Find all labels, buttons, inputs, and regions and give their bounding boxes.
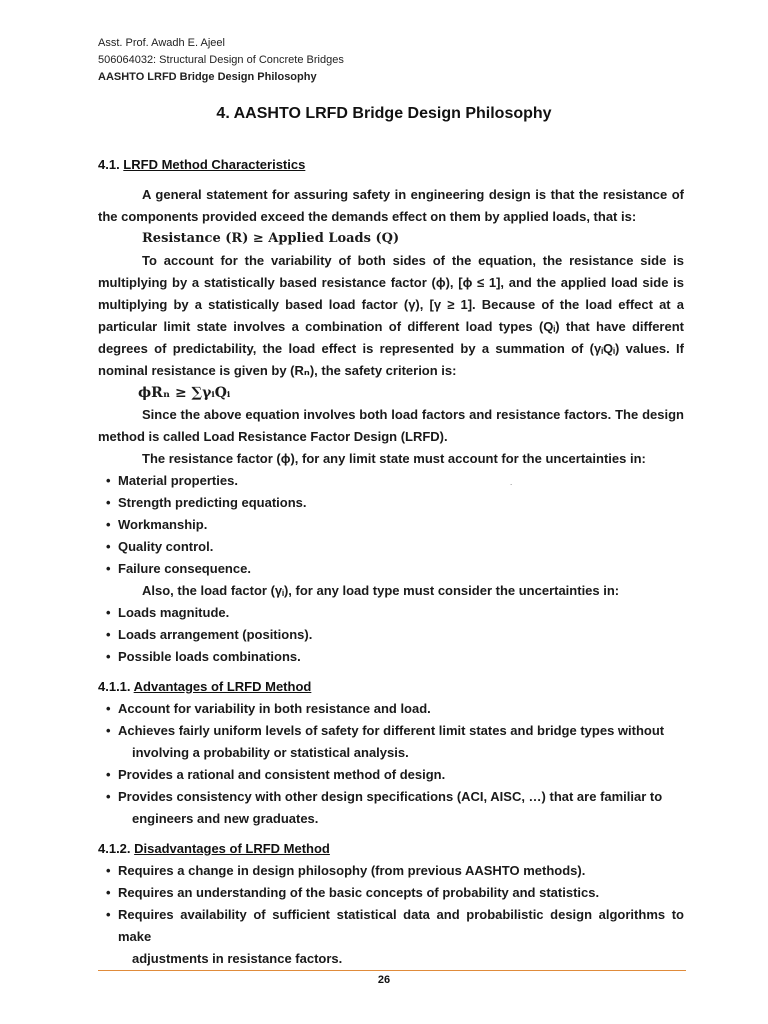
bullet-list-resistance-uncertainties <box>98 470 684 580</box>
page-content <box>98 154 684 970</box>
footer-rule <box>98 970 686 971</box>
list-item: • Strength predicting equations. <box>98 492 684 514</box>
list-item: • Quality control. <box>98 536 684 558</box>
bullet-icon: • <box>106 907 111 922</box>
bullet-icon: • <box>106 561 111 576</box>
bullet-icon: • <box>106 539 111 554</box>
bullet-icon: • <box>106 863 111 878</box>
bullet-list-disadvantages <box>98 860 684 970</box>
paragraph: To account for the variability of both sides of the equation, the resistance side is multiplying by a statistically based resistance factor (ϕ), [ϕ ≤ 1], and the applied load side is multiplying by a statistically based load factor (γ), [γ ≥ 1]. Because of the load effect at a particular limit state involves a combination of different load types (Qᵢ) that have different degrees of predictability, the load effect is represented by a summation of (γᵢQᵢ) values. If nominal resistance is given by (Rₙ), the safety criterion is: <box>98 253 684 378</box>
page-number: 26 <box>377 974 391 986</box>
section-title: Advantages of LRFD Method <box>133 679 312 694</box>
page-header <box>98 35 344 86</box>
section-number: 4.1.2. <box>98 841 135 856</box>
stray-mark: . <box>510 478 513 487</box>
list-item: • Possible loads combinations. <box>98 646 684 668</box>
section-number: 4.1. <box>98 157 124 172</box>
bullet-icon: • <box>106 723 111 738</box>
bullet-icon: • <box>106 495 111 510</box>
list-item: • Requires an understanding of the basic concepts of probability and statistics. <box>98 882 684 904</box>
paragraph: The resistance factor (ϕ), for any limit state must account for the uncertainties in: <box>142 451 646 466</box>
list-item: • Account for variability in both resistance and load. <box>98 698 684 720</box>
list-item: • Provides a rational and consistent method of design. <box>98 764 684 786</box>
bullet-icon: • <box>106 649 111 664</box>
list-item: • Material properties. <box>98 470 684 492</box>
paragraph: Since the above equation involves both load factors and resistance factors. The design method is called Load Resistance Factor Design (LRFD). <box>98 407 684 444</box>
list-item: • Requires availability of sufficient statistical data and probabilistic design algorithms to make adjustments in resistance factors. <box>98 904 684 970</box>
section-title: Disadvantages of LRFD Method <box>134 841 330 856</box>
bullet-icon: • <box>106 605 111 620</box>
header-author: Asst. Prof. Awadh E. Ajeel <box>98 37 225 49</box>
section-4-1-heading <box>98 154 684 176</box>
list-item: • Provides consistency with other design specifications (ACI, AISC, …) that are familiar to engineers and new graduates. <box>98 786 684 830</box>
bullet-icon: • <box>106 627 111 642</box>
bullet-icon: • <box>106 517 111 532</box>
bullet-icon: • <box>106 473 111 488</box>
header-course: 506064032: Structural Design of Concrete Bridges <box>98 54 344 66</box>
section-4-1-2-heading <box>98 838 684 860</box>
section-4-1-1-heading <box>98 676 684 698</box>
paragraph: A general statement for assuring safety in engineering design is that the resistance of the components provided exceed the demands effect on them by applied loads, that is: <box>98 187 684 224</box>
list-item: • Failure consequence. <box>98 558 684 580</box>
list-item: • Loads arrangement (positions). <box>98 624 684 646</box>
list-item: • Requires a change in design philosophy (from previous AASHTO methods). <box>98 860 684 882</box>
bullet-icon: • <box>106 767 111 782</box>
list-item: • Achieves fairly uniform levels of safety for different limit states and bridge types without involving a probability or statistical analysis. <box>98 720 684 764</box>
section-title: LRFD Method Characteristics <box>123 157 306 172</box>
bullet-list-load-uncertainties <box>98 602 684 668</box>
equation-safety-criterion: ϕRₙ ≥ ∑γᵢQᵢ <box>138 385 231 401</box>
bullet-icon: • <box>106 789 111 804</box>
list-item: • Loads magnitude. <box>98 602 684 624</box>
equation-resistance: Resistance (R) ≥ Applied Loads (Q) <box>142 231 400 246</box>
paragraph: Also, the load factor (γᵢ), for any load type must consider the uncertainties in: <box>142 583 620 598</box>
bullet-icon: • <box>106 885 111 900</box>
section-number: 4.1.1. <box>98 679 134 694</box>
header-chapter: AASHTO LRFD Bridge Design Philosophy <box>98 71 317 83</box>
page-title: 4. AASHTO LRFD Bridge Design Philosophy <box>216 105 552 122</box>
list-item: • Workmanship. <box>98 514 684 536</box>
bullet-list-advantages <box>98 698 684 830</box>
bullet-icon: • <box>106 701 111 716</box>
